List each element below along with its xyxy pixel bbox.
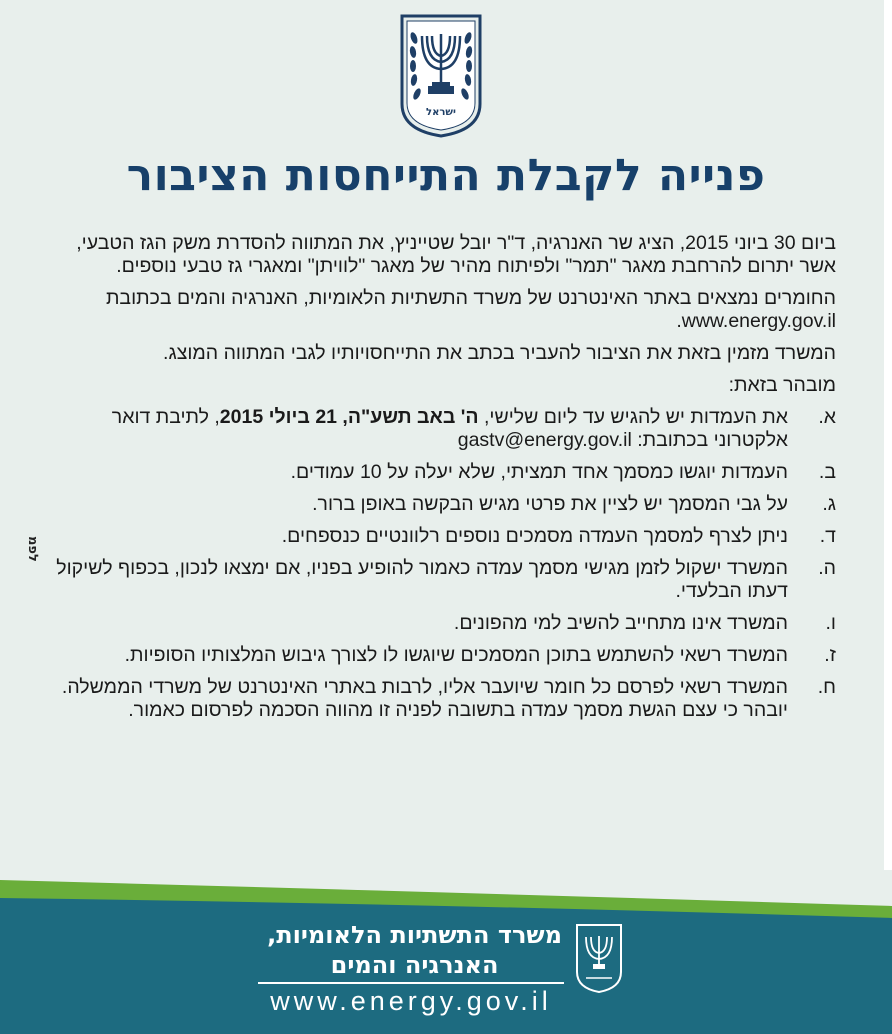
- list-text: המשרד ישקול לזמן מגישי מסמך עמדה כאמור להופיע בפניו, אם ימצאו לנכון, בכפוף לשיקול דעתו הבלעדי.: [56, 557, 788, 602]
- website-link[interactable]: www.energy.gov.il: [270, 986, 552, 1016]
- paragraph-intro: ביום 30 ביוני 2015, הציג שר האנרגיה, ד"ר יובל שטייניץ, את המתווה להסדרת משק הגז הטבעי, אשר יתרום להרחבת מאגר "תמר" ולפיתוח מהיר של מאגר "לוויתן" ומאגרי גז טבעי נוספים.: [76, 232, 836, 277]
- emblem-label: ישראל: [426, 107, 456, 118]
- list-text: העמדות יוגשו כמסמך אחד תמציתי, שלא יעלה על 10 עמודים.: [290, 461, 788, 483]
- notice-body: [48, 232, 836, 731]
- list-item: [48, 461, 836, 484]
- list-text: , לתיבת דואר אלקטרוני בכתובת: gastv@energy.gov.il: [111, 406, 788, 451]
- notice-title: פנייה לקבלת התייחסות הציבור: [126, 150, 766, 201]
- paragraph-materials: החומרים נמצאים באתר האינטרנט של משרד התשתיות הלאומיות, האנרגיה והמים בכתובת www.energy.gov.il.: [105, 287, 836, 332]
- list-item: [48, 612, 836, 635]
- list-text: המשרד רשאי לפרסם כל חומר שיועבר אליו, לרבות באתרי האינטרנט של משרדי הממשלה. יובהר כי עצם הגשת מסמך עמדה בתשובה לפניה זו מהווה הסכמה לפרסום כאמור.: [61, 676, 788, 721]
- list-item: [48, 557, 836, 603]
- ministry-emblem-icon: [574, 922, 624, 994]
- list-text: את העמדות יש להגיש עד ליום שלישי,: [478, 406, 788, 428]
- list-marker: ו.: [825, 612, 836, 634]
- list-marker: ד.: [819, 525, 836, 547]
- list-item: [48, 493, 836, 516]
- list-marker: ז.: [824, 644, 836, 666]
- divider: [258, 982, 564, 984]
- paragraph-invitation: המשרד מזמין בזאת את הציבור להעביר בכתב את התייחסויותיו לגבי המתווה המוצג.: [163, 342, 836, 364]
- list-marker: ג.: [822, 493, 836, 515]
- side-note: לפמ: [25, 536, 40, 562]
- list-item-a: [48, 406, 836, 452]
- list-text: המשרד אינו מתחייב להשיב למי מהפונים.: [453, 612, 788, 634]
- list-text: המשרד רשאי להשתמש בתוכן המסמכים שיוגשו לו לצורך גיבוש המלצותיו הסופיות.: [124, 644, 788, 666]
- state-emblem-icon: [396, 12, 486, 140]
- list-text: ניתן לצרף למסמך העמדה מסמכים נוספים רלוונטיים כנספחים.: [281, 525, 788, 547]
- paragraph-clarified: מובהר בזאת:: [728, 374, 836, 396]
- deadline-date: ה' באב תשע"ה, 21 ביולי 2015: [219, 406, 479, 428]
- list-item: [48, 525, 836, 548]
- edge-strip: [884, 0, 892, 870]
- conditions-list: [48, 406, 836, 722]
- list-marker: ב.: [818, 461, 836, 483]
- list-item: [48, 644, 836, 667]
- list-marker: ה.: [818, 557, 836, 579]
- list-marker: א.: [818, 406, 836, 428]
- ministry-name: [267, 920, 562, 980]
- list-item: [48, 676, 836, 722]
- list-marker: ח.: [817, 676, 836, 698]
- ministry-name-line2: האנרגיה והמים: [330, 951, 499, 979]
- ministry-name-line1: משרד התשתיות הלאומיות,: [267, 921, 562, 949]
- list-text: על גבי המסמך יש לציין את פרטי מגיש הבקשה באופן ברור.: [312, 493, 788, 515]
